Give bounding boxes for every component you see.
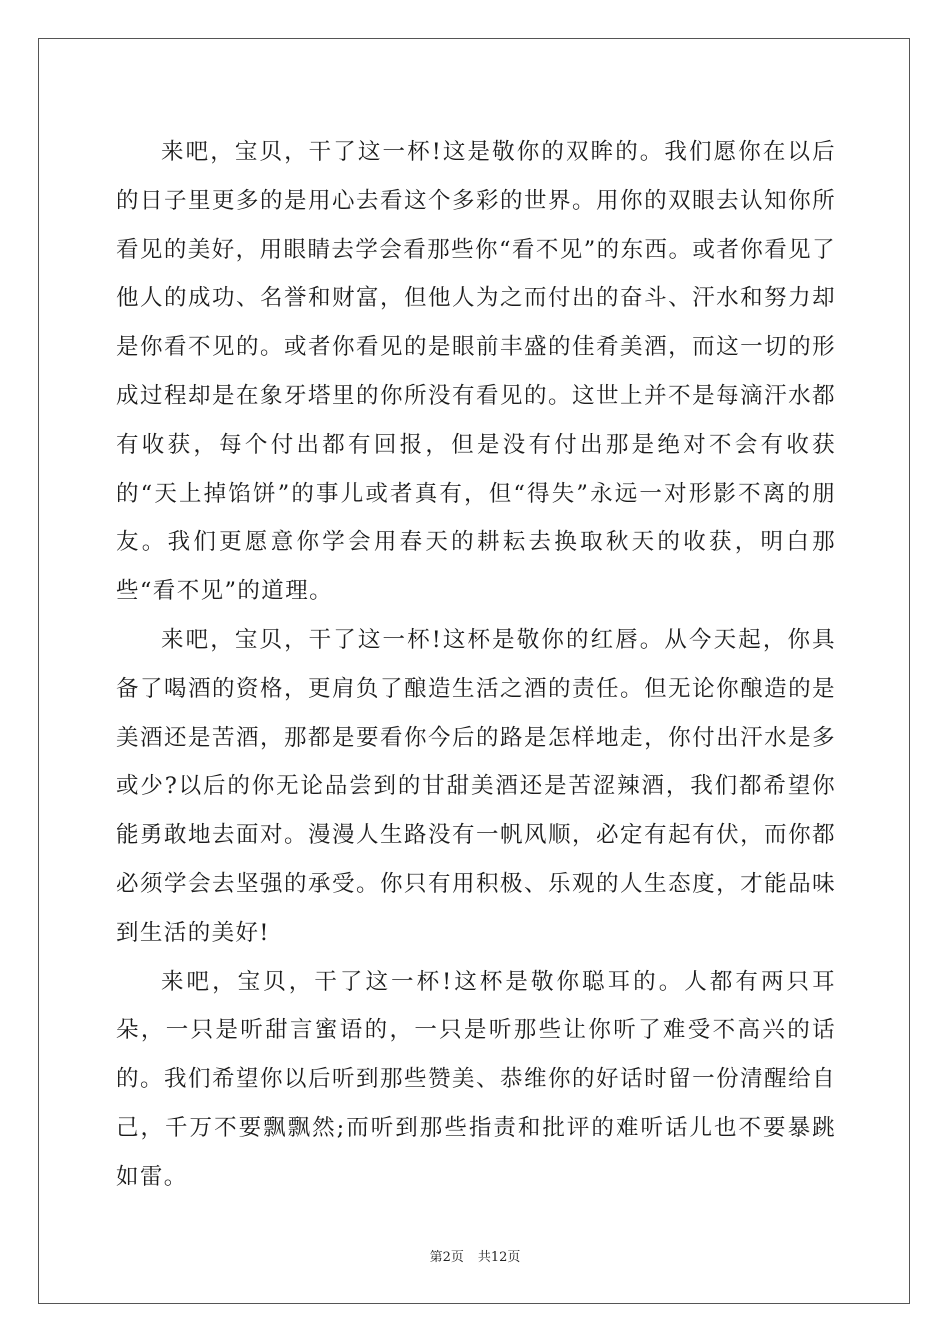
paragraph-2: 来吧，宝贝，干了这一杯!这杯是敬你的红唇。从今天起，你具备了喝酒的资格，更肩负了酿造生活之酒的责任。但无论你酿造的是美酒还是苦酒，那都是要看你今后的路是怎样地走，你付出汗水是多或少?以后的你无论品尝到的甘甜美酒还是苦涩辣酒，我们都希望你能勇敢地去面对。漫漫人生路没有一帆风顺，必定有起有伏，而你都必须学会去坚强的承受。你只有用积极、乐观的人生态度，才能品味到生活的美好! [116, 626, 836, 946]
paragraph-3: 来吧，宝贝，干了这一杯!这杯是敬你聪耳的。人都有两只耳朵，一只是听甜言蜜语的，一只是听那些让你听了难受不高兴的话的。我们希望你以后听到那些赞美、恭维你的好话时留一份清醒给自己，千万不要飘飘然;而听到那些指责和批评的难听话儿也不要暴跳如雷。 [116, 968, 836, 1190]
page-total: 共12页 [477, 1250, 521, 1265]
page-footer [0, 1246, 950, 1265]
page-number: 第2页 [429, 1250, 464, 1265]
document-body [116, 128, 836, 1202]
paragraph-1: 来吧，宝贝，干了这一杯!这是敬你的双眸的。我们愿你在以后的日子里更多的是用心去看这个多彩的世界。用你的双眼去认知你所看见的美好，用眼睛去学会看那些你“看不见”的东西。或者你看见了他人的成功、名誉和财富，但他人为之而付出的奋斗、汗水和努力却是你看不见的。或者你看见的是眼前丰盛的佳肴美酒，而这一切的形成过程却是在象牙塔里的你所没有看见的。这世上并不是每滴汗水都有收获，每个付出都有回报，但是没有付出那是绝对不会有收获的“天上掉馅饼”的事儿或者真有，但“得失”永远一对形影不离的朋友。我们更愿意你学会用春天的耕耘去换取秋天的收获，明白那些“看不见”的道理。 [116, 139, 836, 605]
